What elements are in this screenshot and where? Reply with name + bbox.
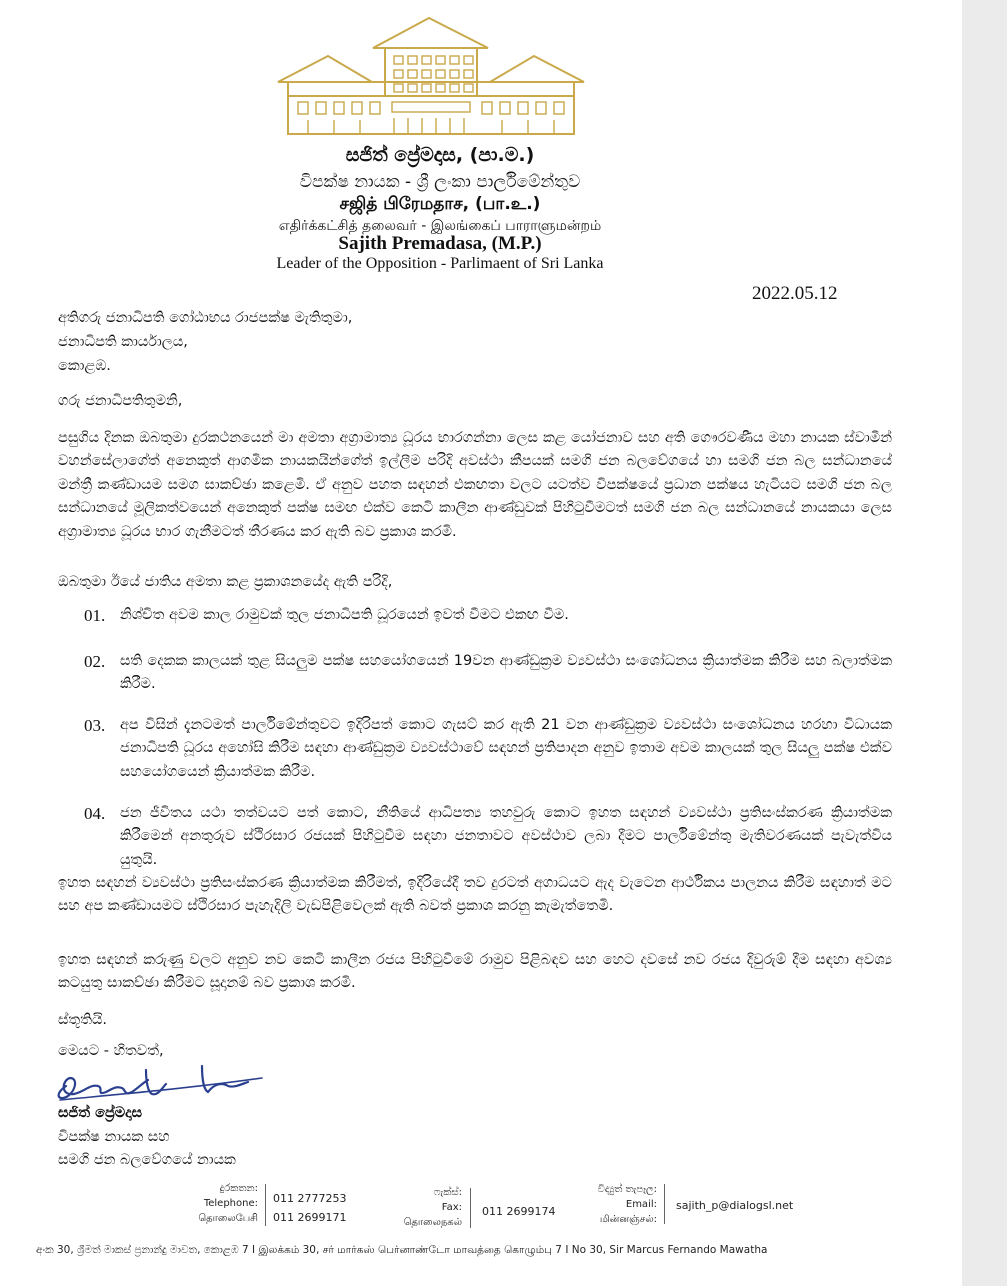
letterhead-title-sinhala: විපක්ෂ නායක - ශ්‍රී ලංකා පාර්ලිමේන්තුව [299,172,581,192]
fax-label-ta: தொலைநகல் [403,1217,462,1228]
body-paragraph: ඔබතුමා ඊයේ ජාතිය අමතා කළ ප්‍රකාශනයේද ඇති පරිදි, [58,574,393,590]
signer-title: විපක්ෂ නායක සහ [58,1128,170,1145]
numbered-item [84,802,892,872]
item-number: 03. [84,716,106,735]
footer-divider [265,1184,266,1226]
fax-number: 011 2699174 [482,1205,556,1218]
recipient-line: අතිගරු ජනාධිපති ගෝඨාභය රාජපක්ෂ මැතිතුමා, [58,310,353,326]
fax-label-en: Fax: [441,1202,462,1213]
telephone-number: 011 2777253 [273,1192,347,1205]
item-number: 01. [84,606,106,625]
footer-divider [470,1188,471,1228]
email-label-en: Email: [625,1199,657,1210]
numbered-item [84,650,892,697]
letterhead-name-tamil: சஜித் பிரேமதாச, (பா.உ.) [339,194,541,214]
fax-label [380,1185,462,1230]
telephone-label-en: Telephone: [203,1198,258,1209]
telephone-label [160,1181,258,1226]
recipient-address [58,306,352,378]
footer-address: අංක 30, ශ්‍රීමත් මාකස් ප්‍රනාන්දු මාවත, කොළඹ 7 I இலக்கம் 30, சர் மார்கஸ் பெர்னாண்டோ மாவத்தை கொழும்பு 7 I No 30, Sir Marcus Fernando Mawatha [36,1244,768,1256]
telephone-number: 011 2699171 [273,1211,347,1224]
item-number: 02. [84,652,106,671]
letterhead-title-tamil: எதிர்க்கட்சித் தலைவர் - இலங்கைப் பாராளுமன்றம் [278,218,602,234]
numbered-item [84,714,892,784]
fax-label-si: ෆැක්ස්: [433,1187,462,1198]
email-label-ta: மின்னஞ்சல்: [599,1214,657,1225]
recipient-line: කොළඹ. [58,358,111,374]
body-paragraph: ඉහත සඳහන් ව්‍යවස්ථා ප්‍රතිසංස්කරණ ක්‍රියාත්මක කිරීමත්, ඉදිරියේදී තව දුරටත් අගාධයට ඇද වැටෙන ආර්ථිකය පාලනය කිරීම සඳහාත් මට සහ අප කණ්ඩායමට ස්ථිරසාර පැහැදිලි වැඩපිළිවෙලක් ඇති බවත් ප්‍රකාශ කරනු කැමැත්තෙමි. [58,875,892,915]
parliament-building-logo [276,14,586,139]
item-text: ජන ජීවිතය යථා තත්වයට පත් කොට, නීතියේ ආධිපත්‍ය තහවුරු කොට ඉහත සඳහන් ව්‍යවස්ථා ප්‍රතිසංස්කරණ ක්‍රියාත්මක කිරීමෙන් අනතුරුව ස්ථිරසාර රජයක් පිහිටුවීම සඳහා ජනතාවට අවස්ථාව ලබා දීමට පාර්ලිමේන්තු මැතිවරණයක් පැවැත්විය යුතුයි. [120,805,892,868]
item-text: නිශ්චිත අවම කාල රාමුවක් තුල ජනාධිපති ධූරයෙන් ඉවත් වීමට එකඟ වීම. [120,607,569,623]
body-paragraph: පසුගිය දිනක ඔබතුමා දුරකථනයෙන් මා අමතා අග්‍රාමාත්‍ය ධූරය භාරගන්නා ලෙස කළ යෝජනාව සහ අති ගෞරවණීය මහා නායක ස්වාමීන් වහන්සේලාගේත් අනෙකුත් ආගමික නායකයින්ගේත් ඉල්ලීම පරිදි අවස්ථා කීපයක් සමගි ජන බලවේගයේ හා සමගි ජන බල සන්ධානයේ මන්ත්‍රී කණ්ඩායම සමග සාකච්ඡා කළෙමි. ඒ අනුව පහත සඳහන් එකඟතා වලට යටත්ව විපක්ෂයේ ප්‍රධාන පක්ෂය හැටියට සමගි ජන බල සන්ධානයේ මූලිකත්වයෙන් අනෙකුත් පක්ෂ සමඟ එක්ව කෙටි කාලීන ආණ්ඩුවක් පිහිටුවීමටත් සමගි ජන බල සන්ධානයේ නායකයා ලෙස අග්‍රාමාත්‍ය ධූරය භාර ගැනීමටත් තීරණය කර ඇති බව ප්‍රකාශ කරමි. [58,430,892,540]
item-text: අප විසින් දැනටමත් පාර්ලිමේන්තුවට ඉදිරිපත් කොට ගැසට් කර ඇති 21 වන ආණ්ඩුක්‍රම ව්‍යවස්ථා සංශෝධනය හරහා විධායක ජනාධිපති ධූරය අහෝසි කිරීම සඳහා ආණ්ඩුක්‍රම ව්‍යවස්ථාවේ සඳහන් ප්‍රතිපාදන අනුව ඉතාම අවම කාලයක් තුල සියලු පක්ෂ එක්ව සහයෝගයෙන් ක්‍රියාත්මක කිරීම. [120,717,892,780]
numbered-item [84,604,892,627]
letterhead-name-sinhala: සජිත් ප්‍රේමදාස, (පා.ම.) [345,144,535,166]
recipient-line: ජනාධිපති කාර්යාලය, [58,334,188,350]
item-text: සති දෙකක කාලයක් තුළ සියලුම පක්ෂ සහයෝගයෙන් 19වන ආණ්ඩුක්‍රම ව්‍යවස්ථා සංශෝධනය ක්‍රියාත්මක කිරීම සහ බලාත්මක කිරීම. [120,653,892,693]
signer-name: සජිත් ප්‍රේමදාස [58,1105,143,1121]
footer-divider [664,1184,665,1224]
thanks-line: ස්තූතියි. [58,1012,108,1028]
signer-title: සමගි ජන බලවේගයේ නායක [58,1152,236,1168]
body-paragraph: ඉහත සඳහන් කරුණු වලට අනුව නව කෙටි කාලීන රජය පිහිටුවීමේ රාමුව පිළිබඳව සහ හෙට දවසේ නව රජය දිවුරුම් දීම සඳහා අවශ්‍ය කටයුතු සාකච්ඡා කිරීමට සූදානම් බව ප්‍රකාශ කරමි. [58,952,892,992]
closing-line: මෙයට - හිතවත්, [58,1043,164,1059]
salutation: ගරු ජනාධිපතිතුමනි, [58,393,183,409]
letterhead-title-english: Leader of the Opposition - Parlimaent of Sri Lanka [276,255,604,272]
signer-block [58,1102,236,1173]
email-address: sajith_p@dialogsl.net [676,1199,794,1212]
letterhead-name-english: Sajith Premadasa, (M.P.) [338,233,542,254]
telephone-label-ta: தொலைபேசி [198,1213,258,1224]
email-label-si: විද්‍යුත් තැපෑල: [597,1184,657,1195]
item-number: 04. [84,804,106,823]
telephone-numbers [273,1189,346,1227]
email-label [555,1182,657,1227]
letter-date: 2022.05.12 [752,283,838,304]
telephone-label-si: දුරකතන: [219,1183,258,1194]
